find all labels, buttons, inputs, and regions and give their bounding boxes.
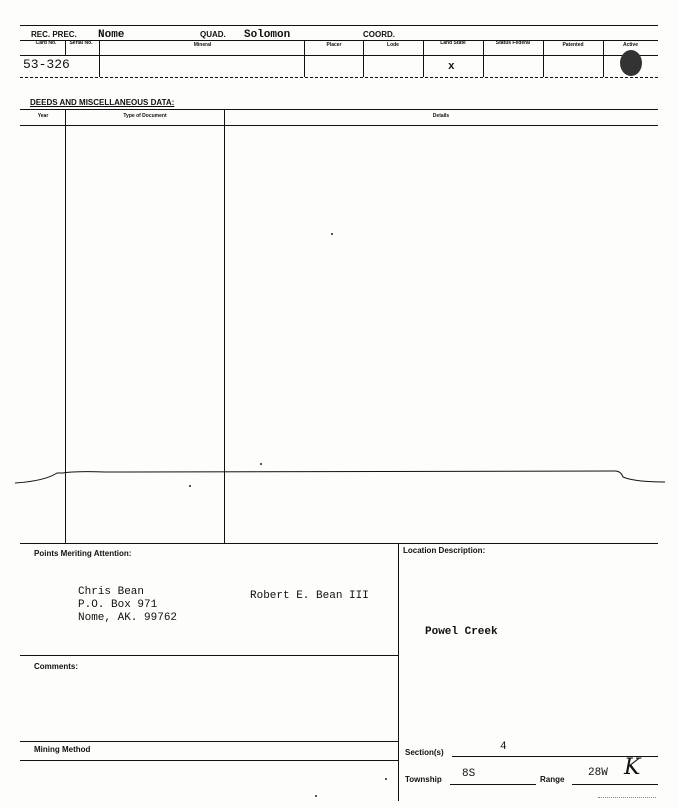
township-fill-line bbox=[450, 784, 536, 785]
lode-land-divider bbox=[423, 41, 424, 77]
handwritten-mark: K bbox=[624, 755, 641, 780]
card-no-header: Card No. bbox=[35, 40, 57, 46]
dust-speck bbox=[331, 233, 333, 235]
dust-speck bbox=[260, 463, 262, 465]
colhead-rule bbox=[20, 55, 658, 56]
coord-label: COORD. bbox=[363, 30, 395, 39]
header-rule bbox=[20, 40, 658, 41]
quad-label: QUAD. bbox=[200, 30, 226, 39]
township-label: Township bbox=[405, 775, 442, 784]
section-label: Section(s) bbox=[405, 748, 444, 757]
land-state-header: Land State bbox=[440, 40, 466, 46]
placer-lode-divider bbox=[363, 41, 364, 77]
patented-header: Patented bbox=[562, 42, 584, 48]
land-status-divider bbox=[483, 41, 484, 77]
mineral-placer-divider bbox=[304, 41, 305, 77]
location-description-value: Powel Creek bbox=[425, 626, 498, 638]
patented-active-divider bbox=[603, 41, 604, 77]
serial-no-header: Serial No. bbox=[69, 40, 93, 46]
address-line-3: Nome, AK. 99762 bbox=[78, 612, 178, 624]
points-meriting-attention-label: Points Meriting Attention: bbox=[34, 549, 132, 558]
lower-center-divider bbox=[398, 543, 399, 801]
comments-top-rule bbox=[20, 655, 398, 656]
status-patented-divider bbox=[543, 41, 544, 77]
deeds-header-rule bbox=[20, 125, 658, 126]
scan-edge-smudge bbox=[598, 797, 656, 799]
rec-prec-label: REC. PREC. bbox=[31, 30, 77, 39]
quad-value: Solomon bbox=[244, 29, 291, 41]
address-line-2: P.O. Box 971 bbox=[78, 599, 158, 611]
comments-label: Comments: bbox=[34, 662, 79, 671]
lode-header: Lode bbox=[387, 42, 399, 48]
land-state-mark: x bbox=[448, 61, 455, 73]
lower-section-rule bbox=[20, 543, 658, 544]
mining-method-label: Mining Method bbox=[34, 745, 91, 754]
punch-hole-blot bbox=[620, 50, 642, 76]
dust-speck bbox=[315, 795, 317, 797]
mining-method-top-rule bbox=[20, 741, 398, 742]
active-header: Active bbox=[622, 42, 638, 48]
page-fold-seam bbox=[15, 465, 665, 495]
location-description-label: Location Description: bbox=[403, 546, 486, 555]
rec-prec-value: Nome bbox=[98, 29, 125, 41]
card-serial-divider bbox=[65, 41, 66, 55]
second-claimant-name: Robert E. Bean III bbox=[250, 590, 369, 602]
mineral-header: Mineral bbox=[193, 42, 212, 48]
details-header: Details bbox=[432, 113, 450, 119]
serial-mineral-divider bbox=[99, 41, 100, 77]
placer-header: Placer bbox=[326, 42, 342, 48]
year-header: Year bbox=[37, 113, 49, 119]
top-rule bbox=[20, 25, 658, 26]
record-bottom-rule bbox=[20, 77, 658, 78]
section-value: 4 bbox=[500, 741, 507, 753]
township-value: 8S bbox=[462, 768, 476, 780]
type-of-document-header: Type of Document bbox=[123, 113, 167, 119]
card-no-value: 53-326 bbox=[23, 57, 70, 72]
mining-method-bottom-rule bbox=[20, 760, 398, 761]
deeds-top-rule bbox=[20, 109, 658, 110]
dust-speck bbox=[189, 485, 191, 487]
address-line-1: Chris Bean bbox=[78, 586, 145, 598]
status-federal-header: Status Federal bbox=[495, 40, 531, 46]
range-value: 28W bbox=[588, 767, 608, 779]
range-label: Range bbox=[540, 775, 565, 784]
range-fill-line bbox=[572, 784, 658, 785]
dust-speck bbox=[385, 778, 387, 780]
deeds-section-title: DEEDS AND MISCELLANEOUS DATA: bbox=[30, 98, 175, 107]
